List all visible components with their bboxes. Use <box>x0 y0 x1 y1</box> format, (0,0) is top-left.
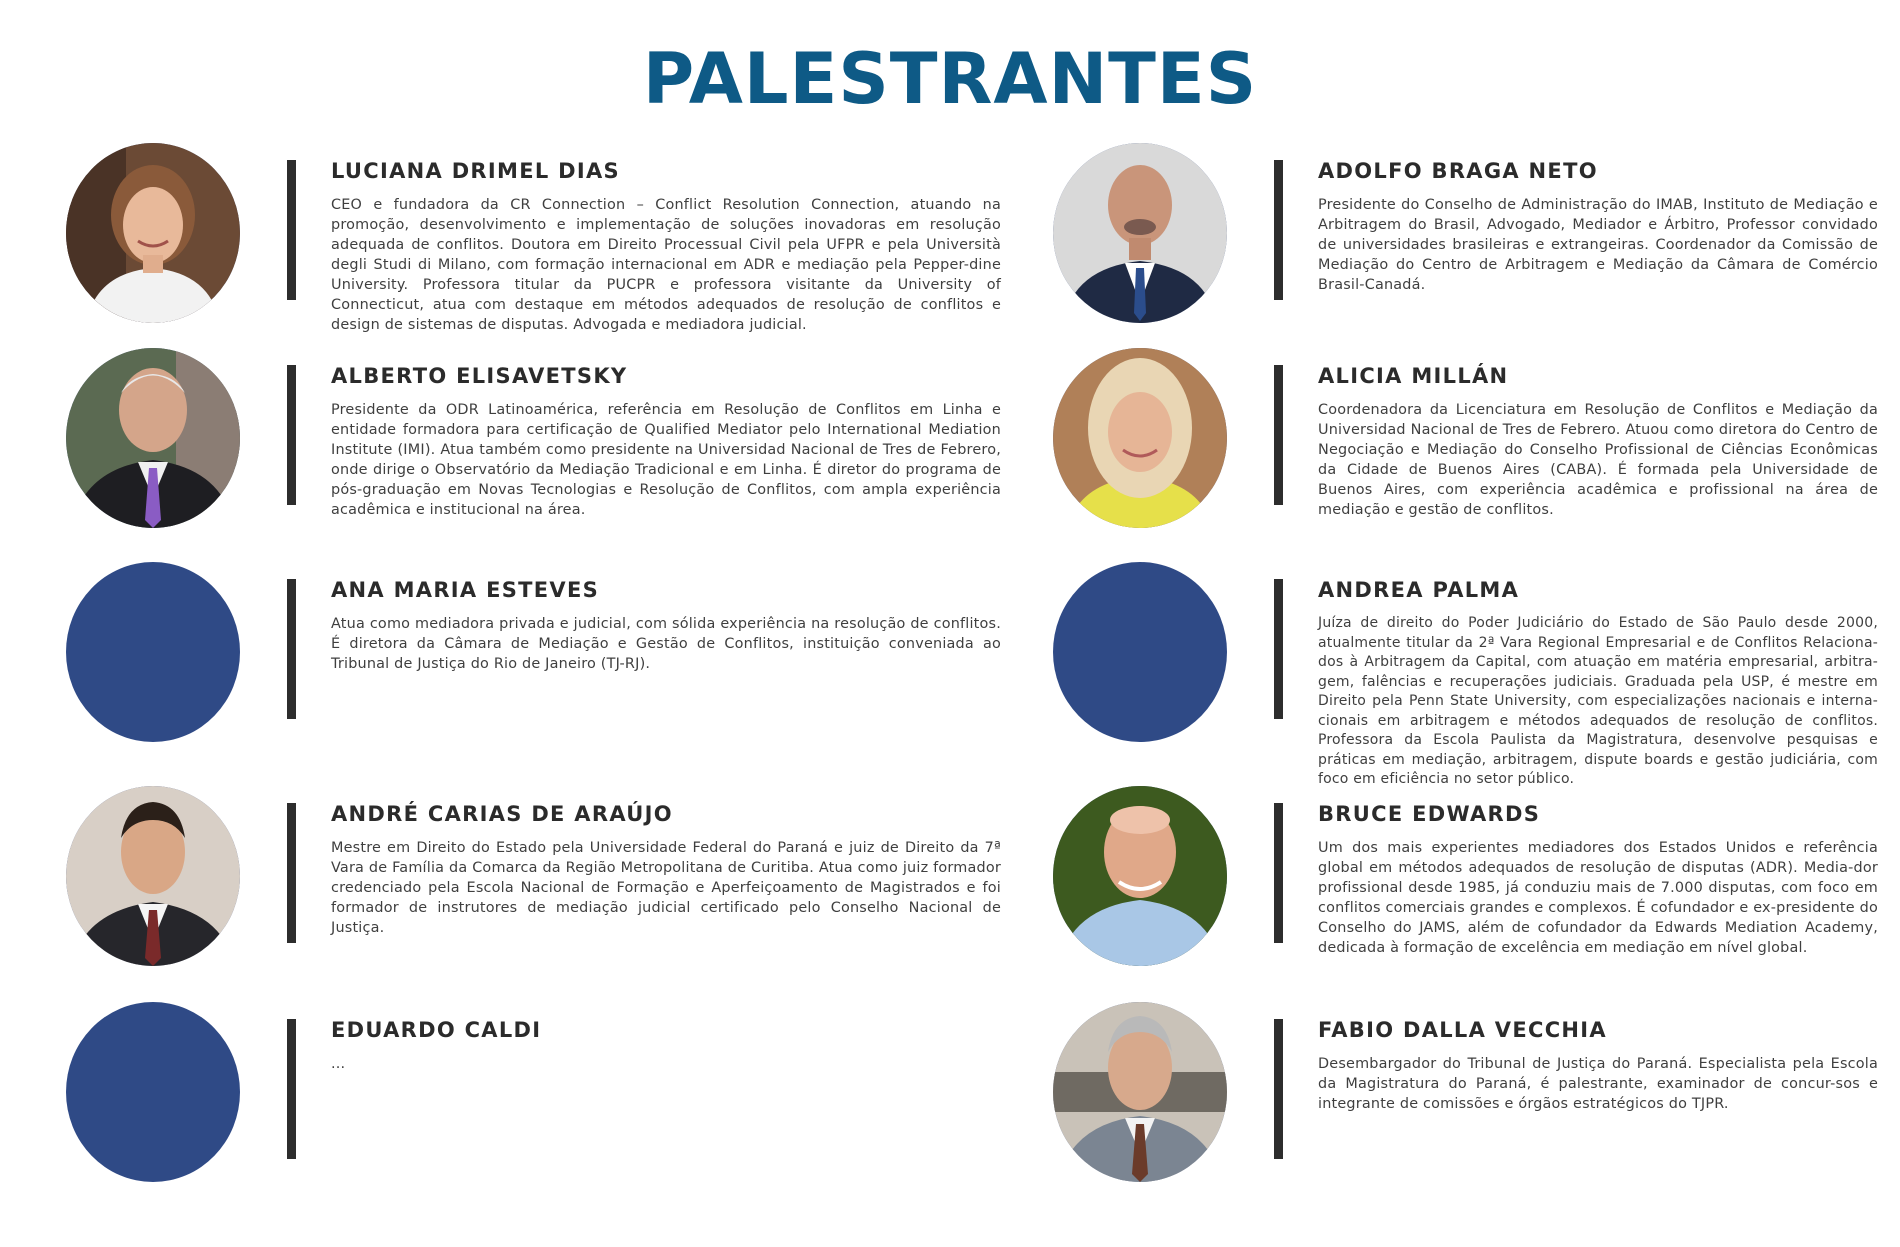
speaker-photo-placeholder <box>66 562 240 742</box>
speaker-photo <box>1053 348 1227 528</box>
divider-bar <box>287 1019 296 1159</box>
divider-bar <box>287 579 296 719</box>
divider-bar <box>1274 365 1283 505</box>
speaker-photo <box>66 143 240 323</box>
speaker-photo <box>66 786 240 966</box>
speaker-bio: ... <box>331 1056 346 1072</box>
speaker-name: LUCIANA DRIMEL DIAS <box>331 159 620 183</box>
speaker-name: ANDRÉ CARIAS DE ARAÚJO <box>331 802 673 826</box>
divider-bar <box>287 803 296 943</box>
photo-man-white-hair-purple-tie <box>66 348 240 528</box>
speaker-bio: Desembargador do Tribunal de Justiça do Paraná. Especialista pela Escola da Magistratura do Paraná, é palestrante, examinador de concur-sos e integrante de comissões e órgãos estratégicos do TJPR. <box>1318 1056 1878 1112</box>
speaker-name: ALBERTO ELISAVETSKY <box>331 364 628 388</box>
speaker-card <box>1053 143 1900 333</box>
photo-man-dark-hair-striped-tie <box>66 786 240 966</box>
speaker-card <box>66 348 1001 538</box>
speaker-card <box>1053 1002 1900 1192</box>
divider-bar <box>1274 1019 1283 1159</box>
speaker-photo <box>1053 1002 1227 1182</box>
speaker-photo <box>66 348 240 528</box>
photo-man-gray-hair-suit <box>1053 1002 1227 1182</box>
speaker-bio: Presidente da ODR Latinoamérica, referência em Resolução de Conflitos em Linha e entidade formadora para certificação de Qualified Mediator pelo International Mediation Institute (IMI). Atua também como presidente na Universidad Nacional de Tres de Febrero, onde dirige o Observatório da Mediação Tradicional e em Linha. É diretor do programa de pós-graduação em Novas Tecnologias e Resolução de Conflitos, com ampla experiência acadêmica e institucional na área. <box>331 402 1001 518</box>
speaker-bio: Mestre em Direito do Estado pela Universidade Federal do Paraná e juiz de Direito da 7ª Vara de Família da Comarca da Região Metropolitana de Curitiba. Atua como juiz formador credenciado pela Escola Nacional de Formação e Aperfeiçoamento de Magistrados e foi formador de instrutores de mediação judicial certificado pelo Conselho Nacional de Justiça. <box>331 840 1001 936</box>
speaker-card <box>66 1002 926 1192</box>
divider-bar <box>1274 160 1283 300</box>
speaker-bio: Atua como mediadora privada e judicial, com sólida experiência na resolução de conflitos. É diretora da Câmara de Mediação e Gestão de Conflitos, instituição conveniada ao Tribunal de Justiça do Rio de Janeiro (TJ-RJ). <box>331 616 1001 672</box>
speaker-name: ANA MARIA ESTEVES <box>331 578 600 602</box>
speaker-name: FABIO DALLA VECCHIA <box>1318 1018 1607 1042</box>
speaker-photo <box>1053 786 1227 966</box>
page-title: PALESTRANTES <box>642 38 1258 120</box>
divider-bar <box>287 160 296 300</box>
speaker-card <box>1053 786 1900 976</box>
divider-bar <box>1274 803 1283 943</box>
speaker-card <box>66 562 1001 752</box>
speaker-name: ADOLFO BRAGA NETO <box>1318 159 1598 183</box>
speaker-bio: Juíza de direito do Poder Judiciário do Estado de São Paulo desde 2000, atualmente titular da 2ª Vara Regional Empresarial e de Conflitos Relaciona-dos à Arbitragem da Capital, com atuação em matéria empresarial, arbitra-gem, falências e recuperações judiciais. Graduada pela USP, é mestre em Direito pela Penn State University, com especializações nacionais e interna-cionais em arbitragem e métodos adequados de resolução de conflitos. Professora da Escola Paulista da Magistratura, desenvolve pesquisas e práticas em mediação, arbitragem, dispute boards e gestão judiciária, com foco em eficiência no setor público. <box>1318 615 1878 787</box>
speaker-card <box>66 143 1001 333</box>
speaker-bio: Presidente do Conselho de Administração do IMAB, Instituto de Mediação e Arbitragem do Brasil, Advogado, Mediador e Árbitro, Professor convidado de universidades brasileiras e extrangeiras. Coordenador da Comissão de Mediação do Centro de Arbitragem e Mediação da Câmara de Comércio Brasil-Canadá. <box>1318 197 1878 293</box>
photo-man-bald-suit <box>1053 143 1227 323</box>
photo-man-bald-blue-shirt <box>1053 786 1227 966</box>
speaker-photo-placeholder <box>1053 562 1227 742</box>
speaker-bio: Coordenadora da Licenciatura em Resolução de Conflitos e Mediação da Universidad Nacional de Tres de Febrero. Atuou como diretora do Centro de Negociação e Mediação do Conselho Profissional de Ciências Econômicas da Cidade de Buenos Aires (CABA). É formada pela Universidade de Buenos Aires, com experiência acadêmica e profissional na área de mediação e gestão de conflitos. <box>1318 402 1878 518</box>
speaker-name: ANDREA PALMA <box>1318 578 1520 602</box>
speaker-card <box>1053 348 1900 538</box>
divider-bar <box>1274 579 1283 719</box>
divider-bar <box>287 365 296 505</box>
speaker-card <box>1053 562 1900 787</box>
speaker-card <box>66 786 1001 976</box>
speaker-bio: CEO e fundadora da CR Connection – Conflict Resolution Connection, atuando na promoção, desenvolvimento e implementação de soluções inovadoras em resolução adequada de conflitos. Doutora em Direito Processual Civil pela UFPR e pela Università degli Studi di Milano, com formação internacional em ADR e mediação pela Pepper-dine University. Professora titular da PUCPR e professora visitante da University of Connecticut, atua com destaque em métodos adequados de resolução de conflitos e design de sistemas de disputas. Advogada e mediadora judicial. <box>331 197 1001 333</box>
speaker-name: BRUCE EDWARDS <box>1318 802 1541 826</box>
speaker-bio: Um dos mais experientes mediadores dos Estados Unidos e referência global em métodos adequados de resolução de disputas (ADR). Media-dor profissional desde 1985, já conduziu mais de 7.000 disputas, com foco em conflitos comerciais grandes e complexos. É cofundador e ex-presidente do Conselho do JAMS, além de cofundador da Edwards Mediation Academy, dedicada à formação de excelência em mediação em nível global. <box>1318 840 1878 956</box>
speaker-photo-placeholder <box>66 1002 240 1182</box>
speaker-name: EDUARDO CALDI <box>331 1018 542 1042</box>
speaker-photo <box>1053 143 1227 323</box>
photo-woman-brown-hair <box>66 143 240 323</box>
photo-woman-blonde <box>1053 348 1227 528</box>
speaker-name: ALICIA MILLÁN <box>1318 364 1509 388</box>
